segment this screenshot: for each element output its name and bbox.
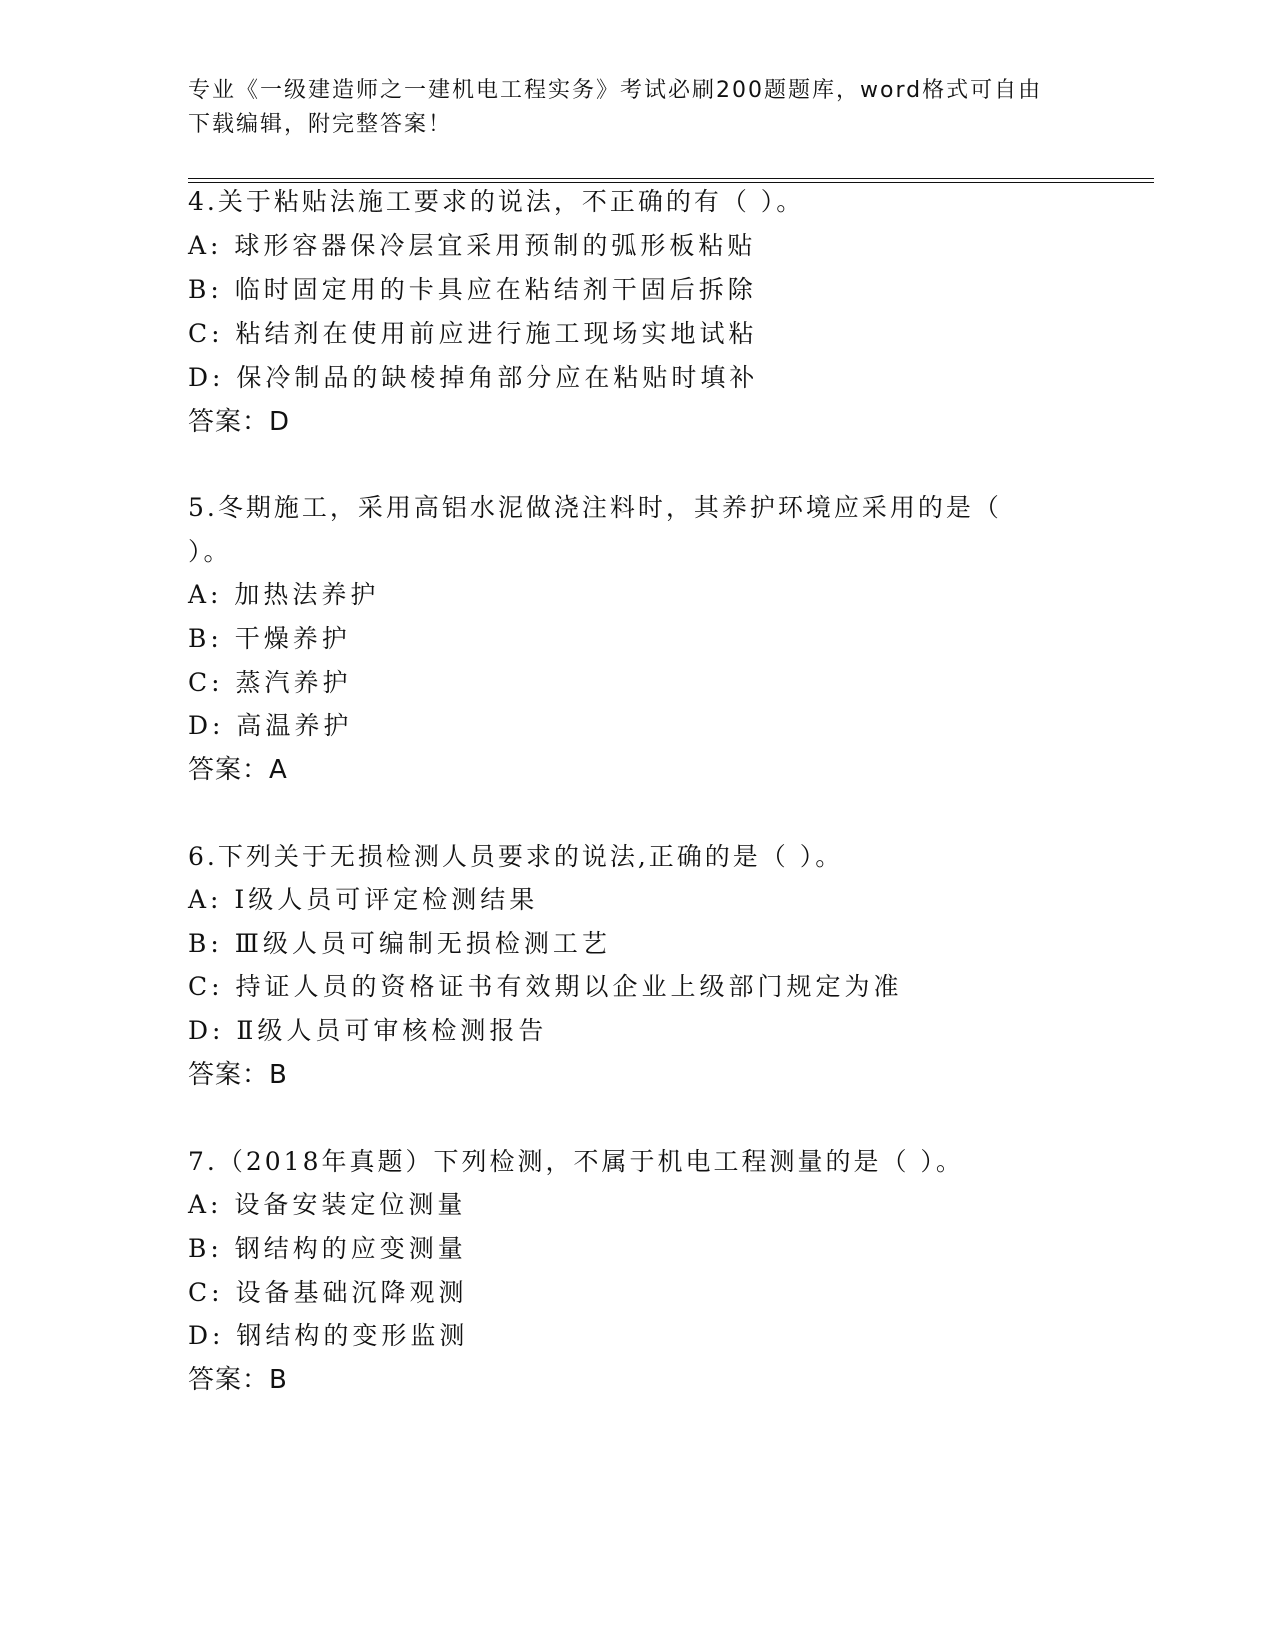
question-4-stem: 4.关于粘贴法施工要求的说法，不正确的有（ ）。 (188, 187, 805, 216)
question-6-option-a: A: Ⅰ级人员可评定检测结果 (188, 885, 539, 914)
header-line-1: 专业《一级建造师之一建机电工程实务》考试必刷200题题库，word格式可自由 (188, 78, 1043, 103)
header-line-2: 下载编辑，附完整答案！ (188, 112, 453, 137)
question-4-option-b: B: 临时固定用的卡具应在粘结剂干固后拆除 (188, 275, 757, 304)
question-7-option-b: B: 钢结构的应变测量 (188, 1234, 467, 1263)
question-7-option-d: D: 钢结构的变形监测 (188, 1321, 469, 1350)
header-divider-top (188, 178, 1154, 179)
question-7-stem: 7.（2018年真题）下列检测，不属于机电工程测量的是（ ）。 (188, 1147, 964, 1176)
question-5-option-b: B: 干燥养护 (188, 624, 351, 653)
question-6-option-d: D: Ⅱ级人员可审核检测报告 (188, 1016, 548, 1045)
question-4-option-c: C: 粘结剂在使用前应进行施工现场实地试粘 (188, 319, 758, 348)
question-5-option-d: D: 高温养护 (188, 711, 353, 740)
question-5-stem-continued: ）。 (188, 537, 232, 566)
question-5-option-c: C: 蒸汽养护 (188, 668, 352, 697)
question-4-option-a: A: 球形容器保冷层宜采用预制的弧形板粘贴 (188, 231, 757, 260)
question-6-answer: 答案：B (188, 1060, 288, 1090)
question-7-option-a: A: 设备安装定位测量 (188, 1190, 467, 1219)
question-4-option-d: D: 保冷制品的缺棱掉角部分应在粘贴时填补 (188, 363, 759, 392)
question-6-option-b: B: Ⅲ级人员可编制无损检测工艺 (188, 929, 611, 958)
question-6-option-c: C: 持证人员的资格证书有效期以企业上级部门规定为准 (188, 972, 903, 1001)
question-6-stem: 6.下列关于无损检测人员要求的说法,正确的是（ ）。 (188, 842, 844, 871)
question-4-answer: 答案：D (188, 407, 291, 437)
question-7-answer: 答案：B (188, 1365, 288, 1395)
question-7-option-c: C: 设备基础沉降观测 (188, 1278, 468, 1307)
question-5-answer: 答案：A (188, 755, 288, 785)
question-5-option-a: A: 加热法养护 (188, 580, 380, 609)
question-5-stem: 5.冬期施工，采用高铝水泥做浇注料时，其养护环境应采用的是（ (188, 493, 1002, 522)
